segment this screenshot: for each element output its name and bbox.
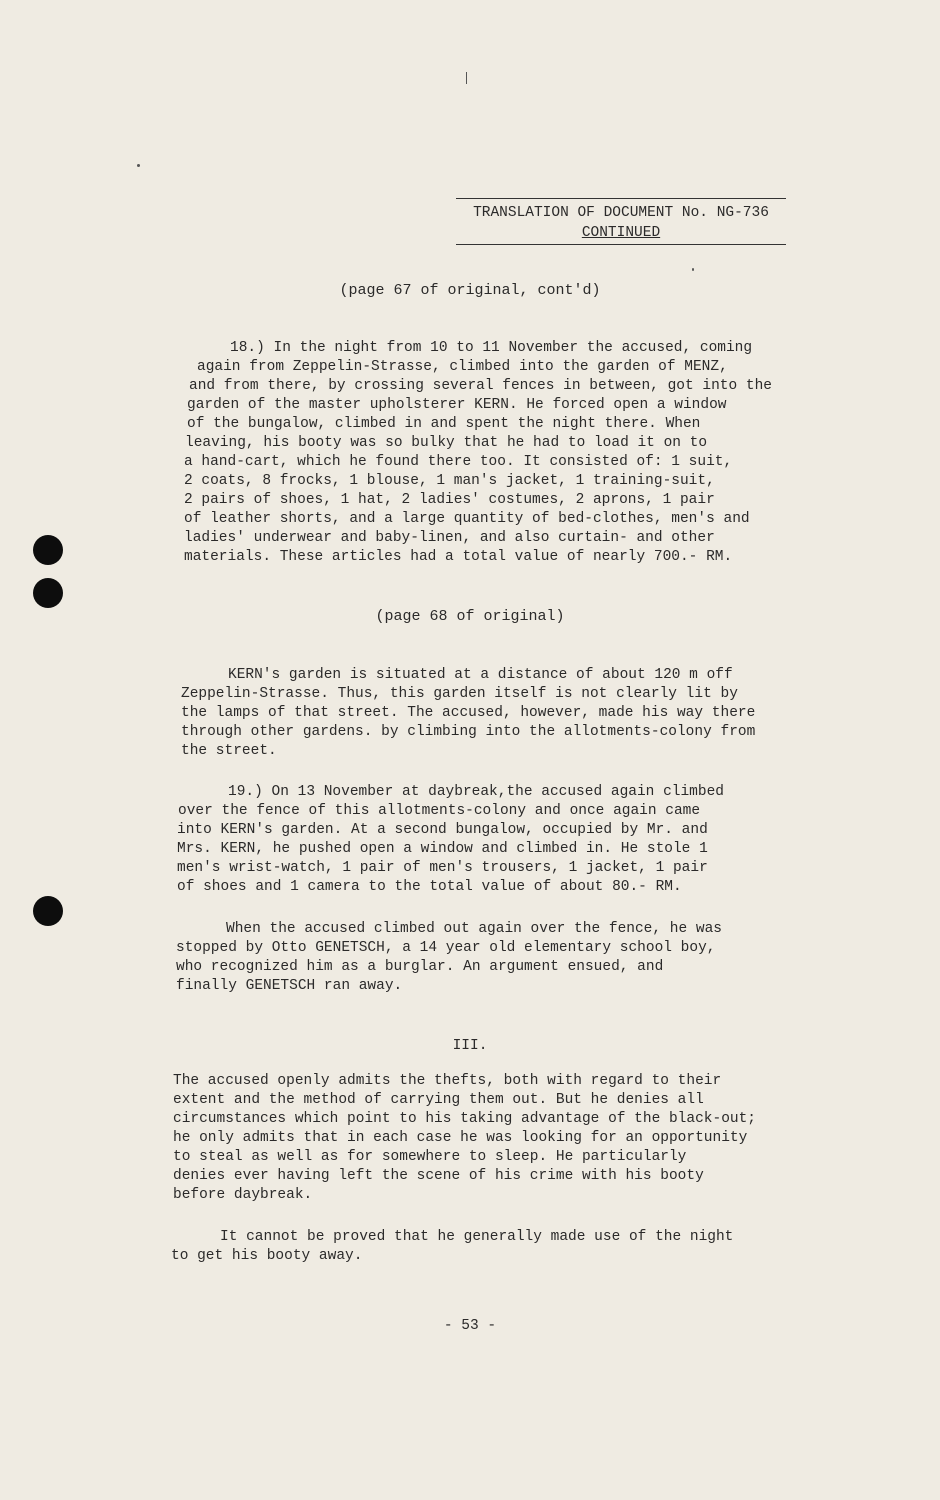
text-line: 19.) On 13 November at daybreak,the accused again climbed bbox=[228, 784, 724, 800]
text-line: Zeppelin-Strasse. Thus, this garden itself is not clearly lit by bbox=[181, 686, 738, 702]
text-line: of shoes and 1 camera to the total value of about 80.- RM. bbox=[177, 879, 682, 895]
text-line: Mrs. KERN, he pushed open a window and climbed in. He stole 1 bbox=[177, 841, 708, 857]
text-line: over the fence of this allotments-colony and once again came bbox=[178, 803, 701, 819]
text-line: leaving, his booty was so bulky that he had to load it on to bbox=[185, 435, 708, 451]
text-line: The accused openly admits the thefts, both with regard to their bbox=[173, 1073, 722, 1089]
text-line: 2 pairs of shoes, 1 hat, 2 ladies' costumes, 2 aprons, 1 pair bbox=[184, 492, 715, 508]
header-rule-bottom bbox=[456, 244, 786, 245]
text-line: the street. bbox=[181, 743, 277, 759]
text-line: to get his booty away. bbox=[171, 1248, 363, 1264]
text-line: circumstances which point to his taking advantage of the black-out; bbox=[173, 1111, 756, 1127]
text-line: to steal as well as for somewhere to sleep. He particularly bbox=[173, 1149, 687, 1165]
page-reference-68: (page 68 of original) bbox=[375, 608, 565, 625]
speck-mark bbox=[137, 164, 140, 167]
text-line: 18.) In the night from 10 to 11 November the accused, coming bbox=[230, 340, 753, 356]
page-reference-67: (page 67 of original, cont'd) bbox=[339, 282, 601, 299]
punch-hole bbox=[33, 535, 63, 565]
text-line: It cannot be proved that he generally made use of the night bbox=[220, 1229, 734, 1245]
text-line: into KERN's garden. At a second bungalow, occupied by Mr. and bbox=[177, 822, 708, 838]
header-title: TRANSLATION OF DOCUMENT No. NG-736 bbox=[473, 205, 769, 221]
text-line: of leather shorts, and a large quantity of bed-clothes, men's and bbox=[184, 511, 750, 527]
text-line: stopped by Otto GENETSCH, a 14 year old elementary school boy, bbox=[176, 940, 716, 956]
text-line: before daybreak. bbox=[173, 1187, 313, 1203]
section-heading-iii: III. bbox=[452, 1038, 488, 1054]
punch-hole bbox=[33, 896, 63, 926]
speck-mark bbox=[466, 72, 467, 84]
text-line: the lamps of that street. The accused, however, made his way there bbox=[181, 705, 756, 721]
text-line: and from there, by crossing several fences in between, got into the bbox=[189, 378, 772, 394]
text-line: garden of the master upholsterer KERN. He forced open a window bbox=[187, 397, 727, 413]
text-line: who recognized him as a burglar. An argument ensued, and bbox=[176, 959, 664, 975]
text-line: finally GENETSCH ran away. bbox=[176, 978, 403, 994]
text-line: 2 coats, 8 frocks, 1 blouse, 1 man's jacket, 1 training-suit, bbox=[184, 473, 715, 489]
text-line: of the bungalow, climbed in and spent the night there. When bbox=[187, 416, 701, 432]
text-line: ladies' underwear and baby-linen, and also curtain- and other bbox=[184, 530, 715, 546]
text-line: denies ever having left the scene of his crime with his booty bbox=[173, 1168, 704, 1184]
speck-mark bbox=[692, 268, 694, 271]
header-subtitle: CONTINUED bbox=[581, 225, 661, 241]
text-line: extent and the method of carrying them out. But he denies all bbox=[173, 1092, 704, 1108]
text-line: a hand-cart, which he found there too. It consisted of: 1 suit, bbox=[184, 454, 733, 470]
text-line: materials. These articles had a total value of nearly 700.- RM. bbox=[184, 549, 733, 565]
document-header bbox=[456, 198, 786, 245]
page-number: - 53 - bbox=[443, 1318, 497, 1334]
text-line: through other gardens. by climbing into the allotments-colony from bbox=[181, 724, 756, 740]
text-line: KERN's garden is situated at a distance of about 120 m off bbox=[228, 667, 733, 683]
text-line: When the accused climbed out again over the fence, he was bbox=[226, 921, 722, 937]
punch-hole bbox=[33, 578, 63, 608]
text-line: men's wrist-watch, 1 pair of men's trousers, 1 jacket, 1 pair bbox=[177, 860, 708, 876]
header-rule-top bbox=[456, 198, 786, 199]
text-line: again from Zeppelin-Strasse, climbed into the garden of MENZ, bbox=[197, 359, 728, 375]
text-line: he only admits that in each case he was looking for an opportunity bbox=[173, 1130, 748, 1146]
